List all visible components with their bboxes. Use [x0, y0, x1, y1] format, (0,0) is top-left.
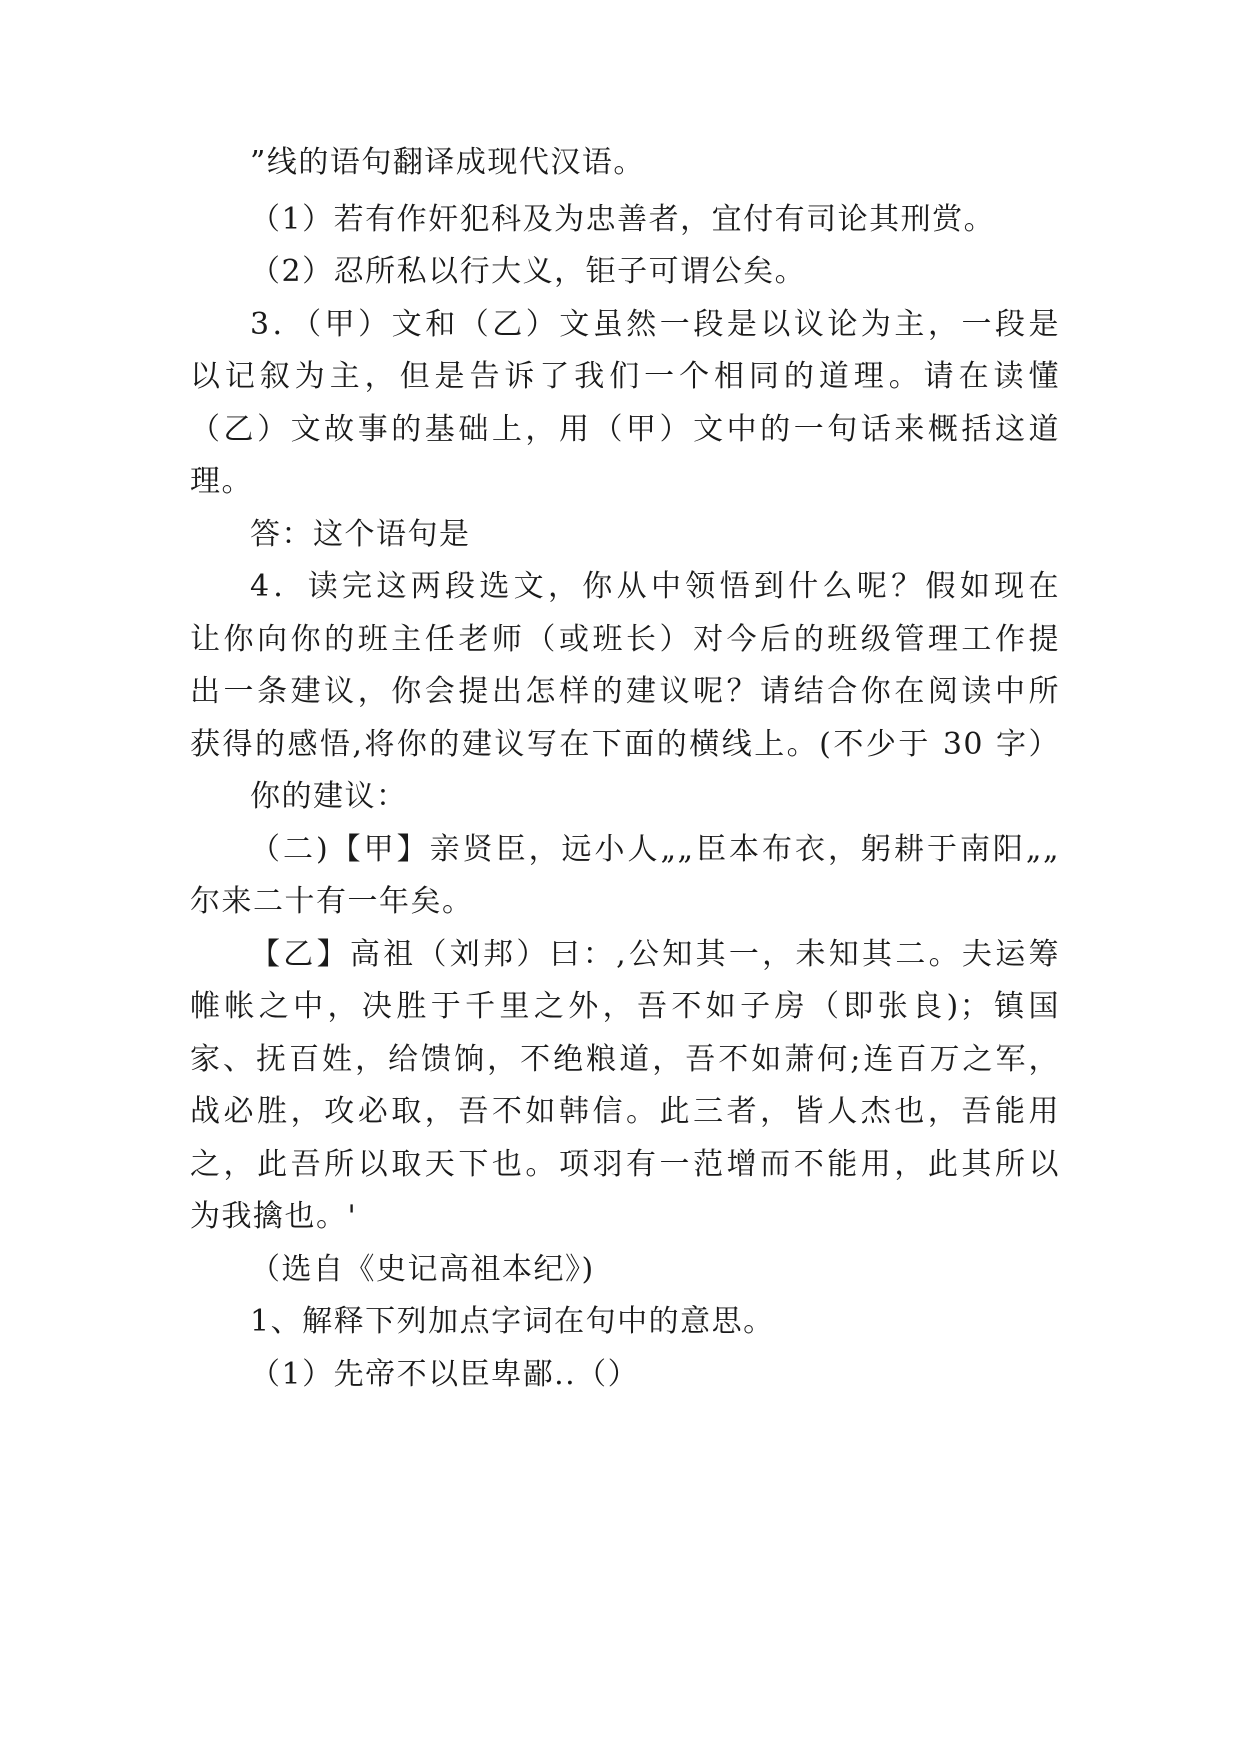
text-line: （乙）文故事的基础上，用（甲）文中的一句话来概括这道 [190, 412, 1060, 447]
text-line: 家、抚百姓，给馈饷，不绝粮道，吾不如萧何;连百万之军， [190, 1042, 1060, 1077]
text-line: 之，此吾所以取天下也。项羽有一范增而不能用，此其所以 [190, 1147, 1060, 1182]
answer-line: 你的建议： [250, 779, 408, 814]
text-line: 帷帐之中，决胜于千里之外，吾不如子房（即张良)；镇国 [190, 989, 1060, 1024]
text-line: 以记叙为主，但是告诉了我们一个相同的道理。请在读懂 [190, 359, 1060, 394]
source-citation: （选自《史记高祖本纪》) [250, 1252, 595, 1287]
text-line: 让你向你的班主任老师（或班长）对今后的班级管理工作提 [190, 622, 1060, 657]
text-line: 尔来二十有一年矣。 [190, 884, 474, 919]
text-line: 4．读完这两段选文，你从中领悟到什么呢？假如现在 [250, 569, 1060, 604]
text-line: 理。 [190, 464, 253, 499]
text-line: 为我擒也。' [190, 1199, 358, 1234]
question-item: （1）先帝不以臣卑鄙..（） [250, 1357, 640, 1392]
text-line: 3．（甲）文和（乙）文虽然一段是以议论为主，一段是 [250, 307, 1060, 342]
text-line: （1）若有作奸犯科及为忠善者，宜付有司论其刑赏。 [250, 202, 996, 237]
text-line: （二)【甲】亲贤臣，远小人„„臣本布衣，躬耕于南阳„„ [250, 832, 1060, 867]
text-line: （2）忍所私以行大义，钜子可谓公矣。 [250, 254, 807, 289]
text-line: ”线的语句翻译成现代汉语。 [250, 145, 645, 180]
text-line: 【乙】高祖（刘邦）曰：,公知其一，未知其二。夫运筹 [250, 937, 1060, 972]
text-line: 出一条建议，你会提出怎样的建议呢？请结合你在阅读中所 [190, 674, 1060, 709]
question-heading: 1、解释下列加点字词在句中的意思。 [250, 1304, 775, 1339]
text-line: 获得的感悟,将你的建议写在下面的横线上。(不少于 30 字） [190, 727, 1060, 762]
text-line: 战必胜，攻必取，吾不如韩信。此三者，皆人杰也，吾能用 [190, 1094, 1060, 1129]
answer-line: 答：这个语句是 [250, 517, 471, 552]
